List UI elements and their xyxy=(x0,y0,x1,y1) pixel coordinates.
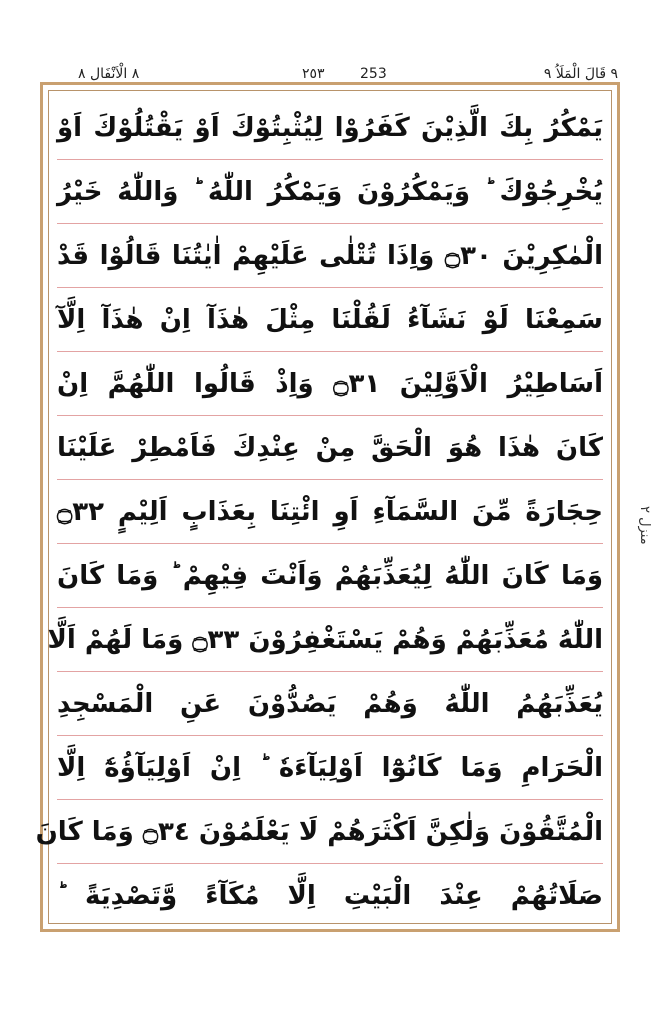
verse-line: يُعَذِّبَهُمُ اللّٰهُ وَهُمْ يَصُدُّوْنَ عَنِ الْمَسْجِدِ xyxy=(57,673,603,736)
juz-name-label: ٩ قَالَ الْمَلَاُ ٩ xyxy=(543,66,618,82)
verse-line: الْحَرَامِ وَمَا كَانُوْٓا اَوْلِيَآءَهٗ ؕ اِنْ اَوْلِيَآؤُهٗٓ اِلَّا xyxy=(57,737,603,800)
verse-line: حِجَارَةً مِّنَ السَّمَآءِ اَوِ ائْتِنَا بِعَذَابٍ اَلِيْمٍ ۝٣٢ xyxy=(57,481,603,544)
page-number: 253 xyxy=(360,66,387,82)
verse-line: الْمٰكِرِيْنَ ۝٣٠ وَاِذَا تُتْلٰى عَلَيْهِمْ اٰيٰتُنَا قَالُوْا قَدْ xyxy=(57,225,603,288)
surah-name-label: ٨ الْاَنْفَال ٨ xyxy=(78,66,140,82)
verse-line: يُخْرِجُوْكَ ؕ وَيَمْكُرُوْنَ وَيَمْكُرُ اللّٰهُ ؕ وَاللّٰهُ خَيْرُ xyxy=(57,161,603,224)
verse-line: يَمْكُرُ بِكَ الَّذِيْنَ كَفَرُوْا لِيُثْبِتُوْكَ اَوْ يَقْتُلُوْكَ اَوْ xyxy=(57,97,603,160)
verse-line: سَمِعْنَا لَوْ نَشَآءُ لَقُلْنَا مِثْلَ هٰذَآ اِنْ هٰذَآ اِلَّآ xyxy=(57,289,603,352)
page-frame xyxy=(35,82,620,932)
verse-line: صَلَاتُهُمْ عِنْدَ الْبَيْتِ اِلَّا مُكَآءً وَّتَصْدِيَةً ؕ xyxy=(57,881,603,911)
verse-line: الْمُتَّقُوْنَ وَلٰكِنَّ اَكْثَرَهُمْ لَا يَعْلَمُوْنَ ۝٣٤ وَمَا كَانَ xyxy=(57,801,603,864)
text-area xyxy=(35,90,612,924)
page-number-urdu: ٢٥٣ xyxy=(302,66,325,82)
verse-line: وَمَا كَانَ اللّٰهُ لِيُعَذِّبَهُمْ وَاَنْتَ فِيْهِمْ ؕ وَمَا كَانَ xyxy=(57,545,603,608)
manzil-label: منزل ٢ xyxy=(637,505,652,545)
verse-line: كَانَ هٰذَا هُوَ الْحَقَّ مِنْ عِنْدِكَ فَاَمْطِرْ عَلَيْنَا xyxy=(57,417,603,480)
verse-line: اللّٰهُ مُعَذِّبَهُمْ وَهُمْ يَسْتَغْفِرُوْنَ ۝٣٣ وَمَا لَهُمْ اَلَّا xyxy=(57,609,603,672)
verse-line: اَسَاطِيْرُ الْاَوَّلِيْنَ ۝٣١ وَاِذْ قَالُوا اللّٰهُمَّ اِنْ xyxy=(57,353,603,416)
